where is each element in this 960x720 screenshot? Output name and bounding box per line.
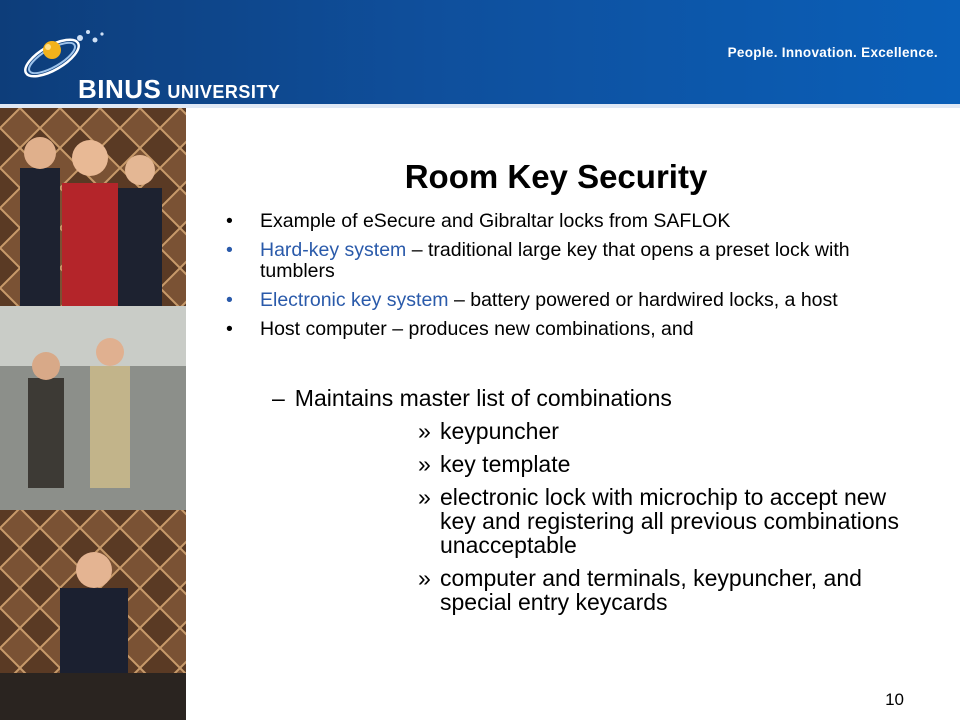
- sub-sub-bullet-marker: »: [418, 451, 431, 477]
- sub-bullet-text: Maintains master list of combinations: [294, 385, 672, 411]
- sub-sub-bullet-item: [418, 419, 918, 443]
- sub-sub-bullet-text: key template: [440, 451, 571, 477]
- bullet-text: – traditional large key that opens a preset lock with tumblers: [260, 239, 850, 282]
- sub-sub-bullet-item: [418, 452, 918, 476]
- sub-bullet-marker: –: [272, 385, 285, 411]
- bullet-highlight: Electronic key system: [260, 289, 449, 311]
- logo-suffix: UNIVERSITY: [167, 82, 281, 102]
- bullet-marker: •: [226, 210, 233, 232]
- sub-sub-bullet-marker: »: [418, 484, 431, 510]
- sub-sub-bullet-text: computer and terminals, keypuncher, and special entry keycards: [440, 565, 862, 615]
- tagline: People. Innovation. Excellence.: [727, 45, 938, 60]
- page-number: 10: [885, 690, 904, 709]
- logo-wordmark: [78, 74, 280, 105]
- bullet-item: [226, 290, 916, 311]
- header-banner: [0, 0, 960, 108]
- bullet-item: [226, 240, 916, 282]
- bullet-item: [226, 211, 916, 232]
- hotel-staff-photo-strip: [0, 108, 186, 720]
- logo-name: BINUS: [78, 74, 162, 104]
- sub-sub-bullet-list: [418, 419, 918, 623]
- bullet-list: [226, 211, 916, 348]
- slide-title: Room Key Security: [404, 158, 708, 195]
- sub-sub-bullet-text: keypuncher: [440, 418, 559, 444]
- sub-bullet: [272, 385, 672, 412]
- bullet-text: Host computer – produces new combinations, and: [260, 318, 694, 340]
- sub-sub-bullet-marker: »: [418, 565, 431, 591]
- bullet-marker: •: [226, 239, 233, 261]
- binus-logo: [10, 10, 310, 102]
- bullet-marker: •: [226, 318, 233, 340]
- sub-sub-bullet-item: [418, 485, 918, 557]
- sub-sub-bullet-item: [418, 566, 918, 614]
- slide-content: [186, 108, 960, 720]
- sub-sub-bullet-text: electronic lock with microchip to accept new key and registering all previous combinations unacceptable: [440, 484, 899, 558]
- bullet-text: – battery powered or hardwired locks, a host: [448, 289, 838, 311]
- sub-sub-bullet-marker: »: [418, 418, 431, 444]
- bullet-text: Example of eSecure and Gibraltar locks from SAFLOK: [260, 210, 731, 232]
- bullet-item: [226, 319, 916, 340]
- bullet-marker: •: [226, 289, 233, 311]
- bullet-highlight: Hard-key system: [260, 239, 407, 261]
- staff-photos-image: [0, 108, 186, 720]
